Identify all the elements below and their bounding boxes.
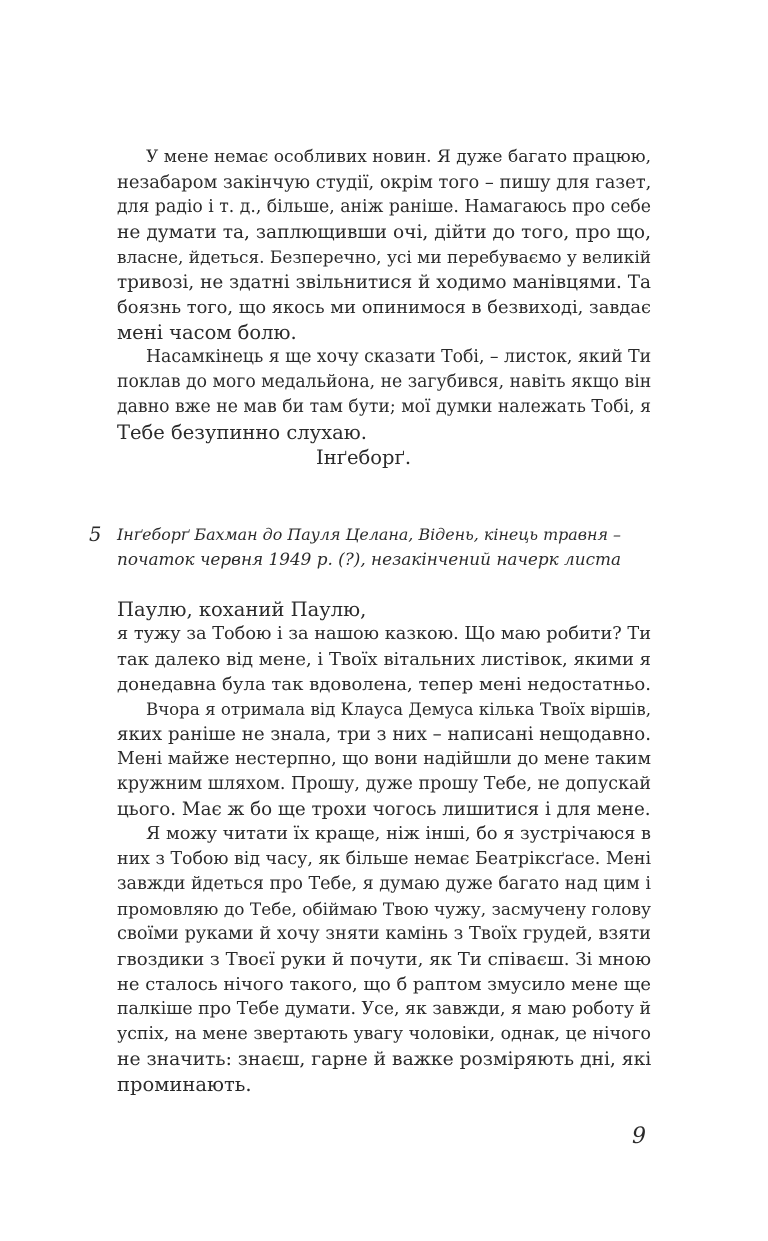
text-line: не сталось нічого такого, що б раптом змусило мене ще [117,974,651,995]
text-line: них з Тобою від часу, як більше немає Беатріксґасе. Мені [117,849,651,869]
text-line: не думати та, заплющивши очі, дійти до того, про що, [117,222,651,243]
text-line: Мені майже нестерпно, що вони надійшли до мене таким [117,749,651,769]
text-line: Вчора я отримала від Клауса Демуса кілька Твоїх віршів, [146,700,651,719]
page-number: 9 [632,1124,646,1149]
text-line: проминають. [117,1073,252,1096]
text-line: так далеко від мене, і Твоїх вітальних листівок, якими я [117,649,651,670]
text-line: Тебе безупинно слухаю. [117,421,367,444]
text-line: незабаром закінчую студії, окрім того – пишу для газет, [117,172,652,193]
text-line: палкіше про Тебе думати. Усе, як завжди, я маю роботу й [117,999,652,1019]
text-line: промовляю до Тебе, обіймаю Твою чужу, засмучену голову [117,899,651,919]
text-line: мені часом болю. [117,321,297,344]
text-line: Я можу читати їх краще, ніж інші, бо я зустрічаюся в [146,824,651,844]
text-line: не значить: знаєш, гарне й важке розміряють дні, які [117,1049,652,1070]
text-line: гвоздики з Твоєї руки й почути, як Ти співаєш. Зі мною [117,949,651,970]
signature: Інґеборґ. [316,446,412,469]
salutation: Паулю, коханий Паулю, [117,598,367,621]
text-line: успіх, на мене звертають увагу чоловіки, однак, це нічого [117,1024,651,1044]
text-line: боязнь того, що якось ми опинимося в безвиході, завдає [117,297,651,318]
text-line: завжди йдеться про Тебе, я думаю дуже багато над цим і [117,874,651,894]
text-line: У мене немає особливих новин. Я дуже багато працюю, [146,147,651,167]
letter-number: 5 [89,523,102,546]
text-line: власне, йдеться. Безперечно, усі ми перебуваємо у великій [117,247,651,267]
text-line: для радіо і т. д., більше, аніж раніше. Намагаюсь про себе [117,197,651,217]
text-line: тривозі, не здатні звільнитися й ходимо манівцями. Та [117,272,651,293]
text-line: давно вже не мав би там бути; мої думки належать Тобі, я [117,397,651,417]
text-line: кружним шляхом. Прошу, дуже прошу Тебе, не допускай [117,774,651,794]
text-line: яких раніше не знала, три з них – написані нещодавно. [117,724,651,745]
text-line: своїми руками й хочу зняти камінь з Твоїх грудей, взяти [117,924,651,944]
text-line: поклав до мого медальйона, не загубився, навіть якщо він [117,372,652,392]
text-line: Насамкінець я ще хочу сказати Тобі, – листок, який Ти [146,347,652,367]
letter-heading-line: Інґеборґ Бахман до Пауля Целана, Відень, кінець травня – [117,525,621,544]
text-line: донедавна була так вдоволена, тепер мені недостатньо. [117,674,651,695]
text-line: цього. Має ж бо ще трохи чогось лишитися і для мене. [117,799,651,820]
text-line: я тужу за Тобою і за нашою казкою. Що маю робити? Ти [117,624,651,644]
letter-heading-line: початок червня 1949 р. (?), незакінчений начерк листа [117,549,622,569]
